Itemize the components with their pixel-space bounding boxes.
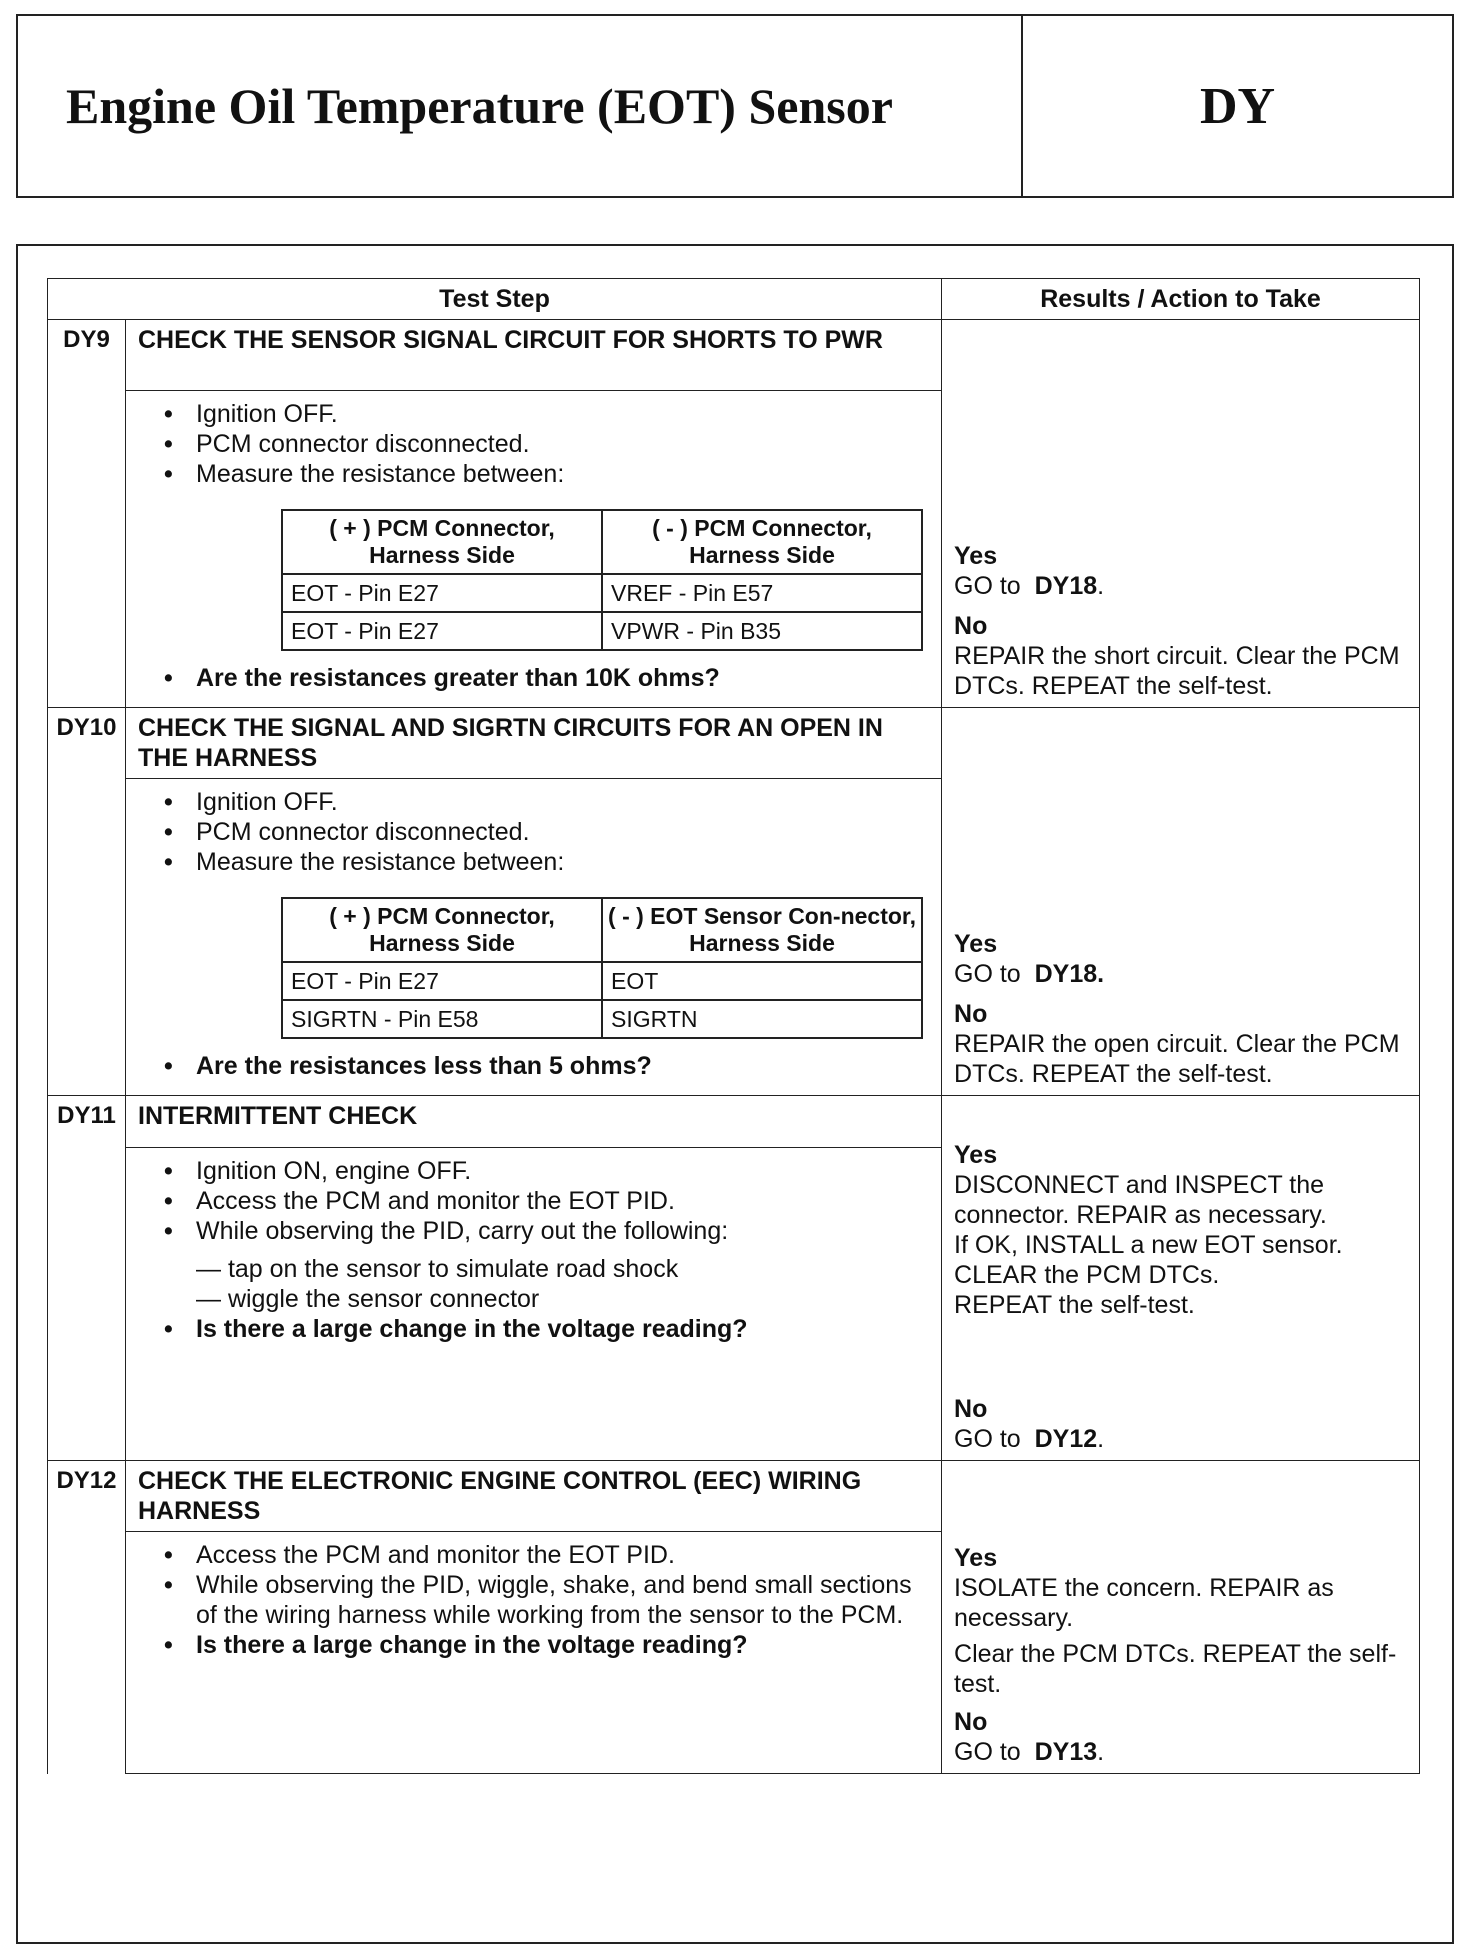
step-title: CHECK THE SENSOR SIGNAL CIRCUIT FOR SHORTS TO PWR: [126, 320, 942, 391]
result-yes-label: Yes: [954, 930, 998, 958]
measurement-cell: SIGRTN: [602, 1000, 922, 1038]
step-code: DY9: [48, 320, 126, 708]
measurement-header: ( - ) PCM Connector, Harness Side: [602, 510, 922, 574]
sub-action: — wiggle the sensor connector: [196, 1285, 540, 1314]
step-question: • Are the resistances greater than 10K ohms?: [156, 663, 931, 693]
step-body: [126, 1532, 942, 1774]
step-item: • Measure the resistance between:: [156, 847, 931, 877]
measurement-table: [281, 509, 923, 651]
step-item: • Ignition OFF.: [156, 787, 931, 817]
measurement-cell: SIGRTN - Pin E58: [282, 1000, 602, 1038]
measurement-table: [281, 897, 923, 1039]
table-row: [282, 962, 922, 1000]
measurement-cell: EOT: [602, 962, 922, 1000]
step-code: DY11: [48, 1096, 126, 1461]
result-yes-label: Yes: [954, 542, 998, 570]
result-no-label: No: [954, 1000, 988, 1028]
result-yes-label: Yes: [954, 1141, 998, 1169]
table-row: [282, 574, 922, 612]
measurement-cell: VREF - Pin E57: [602, 574, 922, 612]
result-yes-text: DISCONNECT and INSPECT the connector. REPAIR as necessary.: [954, 1171, 1327, 1229]
step-item: • Access the PCM and monitor the EOT PID.: [156, 1540, 931, 1570]
step-title: CHECK THE ELECTRONIC ENGINE CONTROL (EEC) WIRING HARNESS: [126, 1461, 942, 1532]
measurement-cell: EOT - Pin E27: [282, 962, 602, 1000]
sub-action: — tap on the sensor to simulate road shock: [196, 1255, 679, 1284]
step-body: [126, 779, 942, 1096]
table-header-row: [48, 279, 1420, 320]
result-yes-label: Yes: [954, 1544, 998, 1572]
result-yes-text: ISOLATE the concern. REPAIR as necessary.: [954, 1574, 1334, 1632]
step-item: • Ignition ON, engine OFF.: [156, 1156, 931, 1186]
step-item: • Access the PCM and monitor the EOT PID.: [156, 1186, 931, 1216]
result-no-text: GO to DY13.: [954, 1738, 1105, 1766]
measurement-cell: VPWR - Pin B35: [602, 612, 922, 650]
step-body: [126, 1148, 942, 1461]
step-dy9-title-row: [48, 320, 1420, 391]
result-yes-text: Clear the PCM DTCs. REPEAT the self-test.: [954, 1640, 1397, 1698]
step-dy12-title-row: [48, 1461, 1420, 1532]
result-no-text: GO to DY12.: [954, 1425, 1105, 1453]
result-yes-text: GO to DY18.: [954, 572, 1105, 600]
step-result: [942, 320, 1420, 708]
result-no-label: No: [954, 1708, 988, 1736]
diagnostic-table: [47, 278, 1420, 1774]
step-result: [942, 1461, 1420, 1774]
measurement-header: ( + ) PCM Connector, Harness Side: [282, 510, 602, 574]
section-code: DY: [1199, 77, 1276, 135]
measurement-header: ( + ) PCM Connector, Harness Side: [282, 898, 602, 962]
result-yes-text: GO to DY18.: [954, 960, 1105, 988]
result-no-label: No: [954, 1395, 988, 1423]
step-item: • PCM connector disconnected.: [156, 817, 931, 847]
result-yes-text: CLEAR the PCM DTCs.: [954, 1261, 1220, 1289]
result-no-text: REPAIR the short circuit. Clear the PCM DTCs. REPEAT the self-test.: [954, 642, 1400, 700]
result-no-label: No: [954, 612, 988, 640]
step-item: • While observing the PID, carry out the following:: [156, 1216, 931, 1246]
results-header: Results / Action to Take: [942, 279, 1420, 320]
step-item: • Ignition OFF.: [156, 399, 931, 429]
result-no-text: REPAIR the open circuit. Clear the PCM DTCs. REPEAT the self-test.: [954, 1030, 1400, 1088]
step-title: INTERMITTENT CHECK: [126, 1096, 942, 1148]
step-title: CHECK THE SIGNAL AND SIGRTN CIRCUITS FOR AN OPEN IN THE HARNESS: [126, 708, 942, 779]
step-body: [126, 391, 942, 708]
measurement-cell: EOT - Pin E27: [282, 574, 602, 612]
step-item: • Measure the resistance between:: [156, 459, 931, 489]
result-yes-text: REPEAT the self-test.: [954, 1291, 1195, 1319]
measurement-cell: EOT - Pin E27: [282, 612, 602, 650]
step-code: DY12: [48, 1461, 126, 1774]
test-step-header: Test Step: [48, 279, 942, 320]
measurement-header: ( - ) EOT Sensor Con-nector, Harness Side: [602, 898, 922, 962]
step-question: • Is there a large change in the voltage reading?: [156, 1630, 931, 1660]
page-title: Engine Oil Temperature (EOT) Sensor: [18, 16, 1023, 196]
step-item: • PCM connector disconnected.: [156, 429, 931, 459]
step-question: • Are the resistances less than 5 ohms?: [156, 1051, 931, 1081]
step-result: [942, 708, 1420, 1096]
step-dy10-title-row: [48, 708, 1420, 779]
table-row: [282, 612, 922, 650]
page-header: [16, 14, 1454, 198]
step-question: • Is there a large change in the voltage reading?: [156, 1314, 931, 1344]
step-code: DY10: [48, 708, 126, 1096]
step-item: • While observing the PID, wiggle, shake, and bend small sections of the wiring harness while working from the sensor to the PCM.: [156, 1570, 931, 1630]
step-result: [942, 1096, 1420, 1461]
table-row: [282, 1000, 922, 1038]
result-yes-text: If OK, INSTALL a new EOT sensor.: [954, 1231, 1343, 1259]
step-dy11-title-row: [48, 1096, 1420, 1148]
